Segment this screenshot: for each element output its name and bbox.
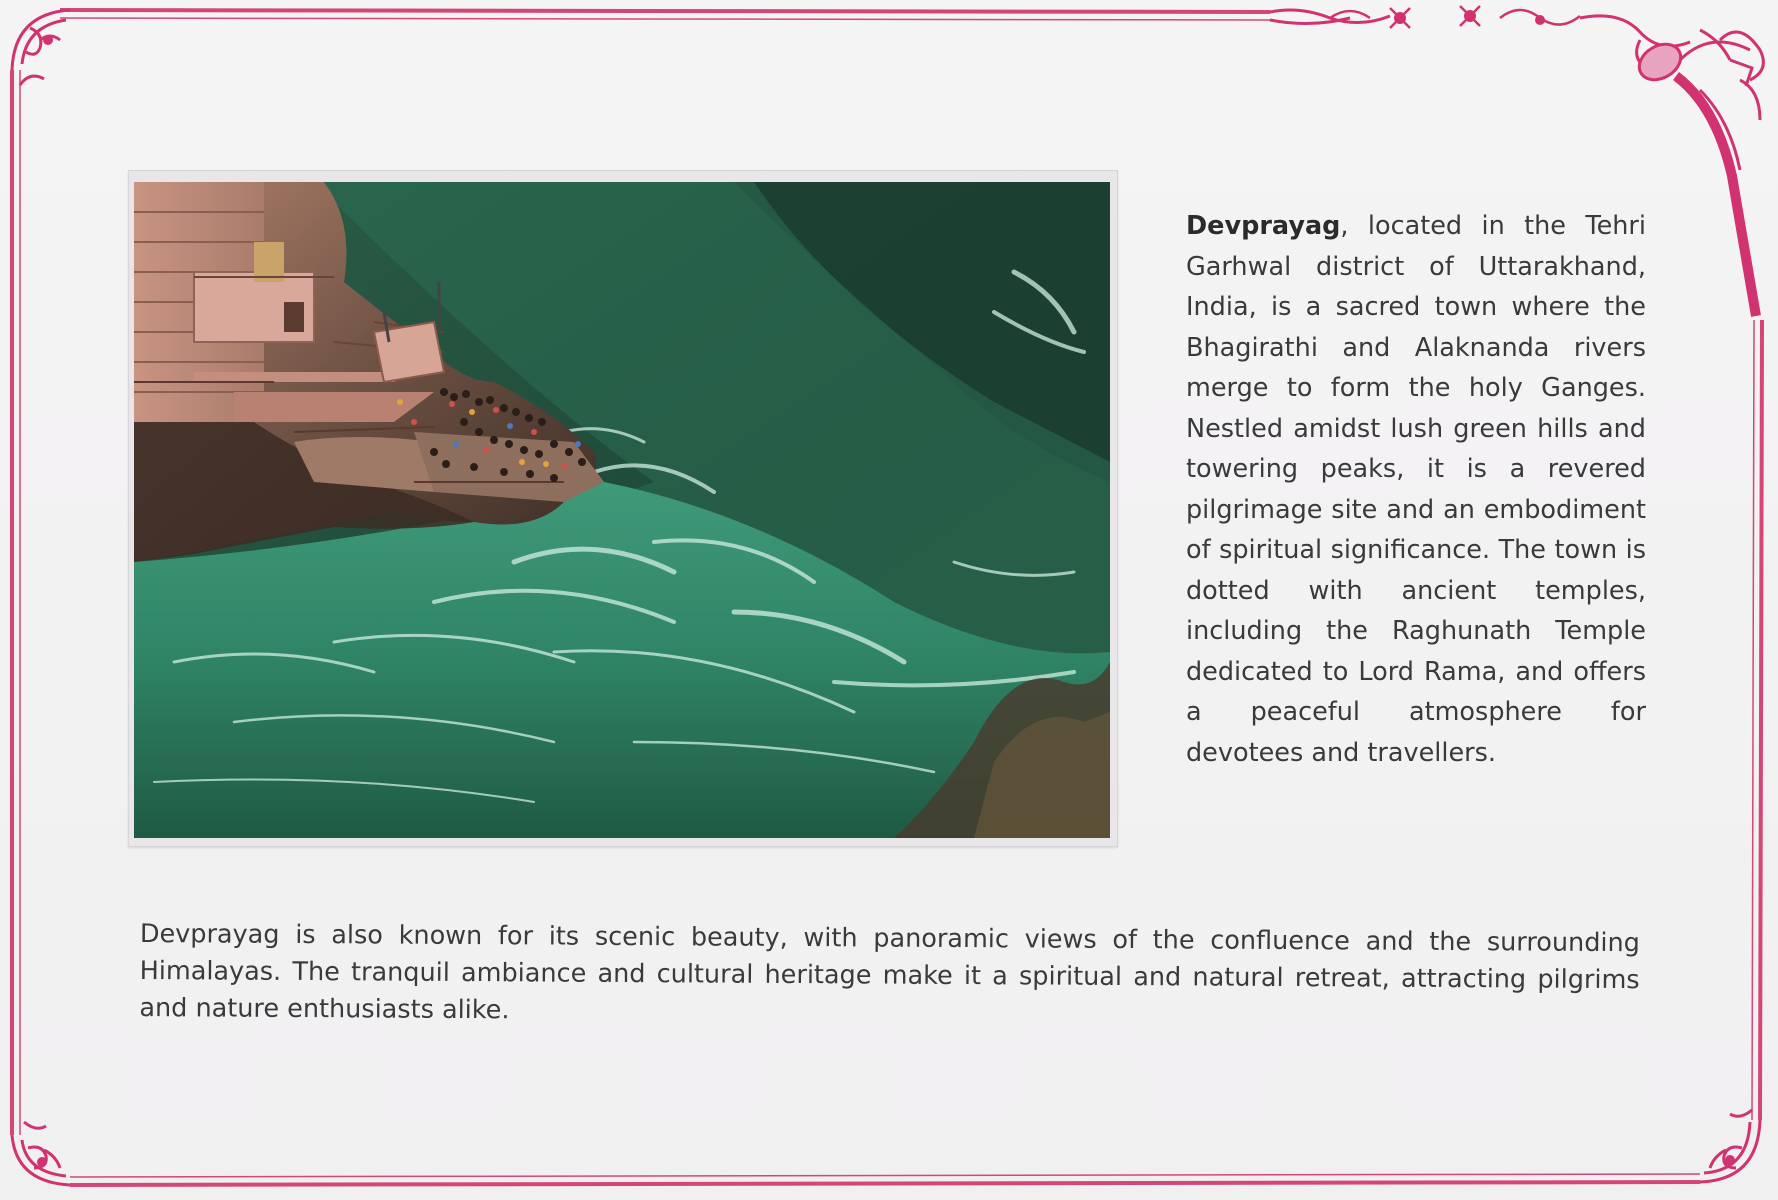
description-body: , located in the Tehri Garhwal district of Uttarakhand, India, is a sacred town where the Bhagirathi and Alaknanda rivers merge to form the holy Ganges. Nestled amidst lush green hills and towering peaks, it is a revered pilgrimage site and an embodiment of spiritual significance. The town is dotted with ancient temples, including the Raghunath Temple dedicated to Lord Rama, and offers a peaceful atmosphere for devotees and travellers. [1186, 211, 1646, 768]
corner-ornament-bottom-right [1700, 1110, 1760, 1182]
description-paragraph [1186, 206, 1646, 773]
confluence-photo [134, 182, 1110, 838]
place-name: Devprayag [1186, 211, 1341, 241]
footer-paragraph: Devprayag is also known for its scenic beauty, with panoramic views of the confluence and the surrounding Himalayas. The tranquil ambiance and cultural heritage make it a spiritual and natural retreat, attracting pilgrims and nature enthusiasts alike. [139, 918, 1640, 1026]
